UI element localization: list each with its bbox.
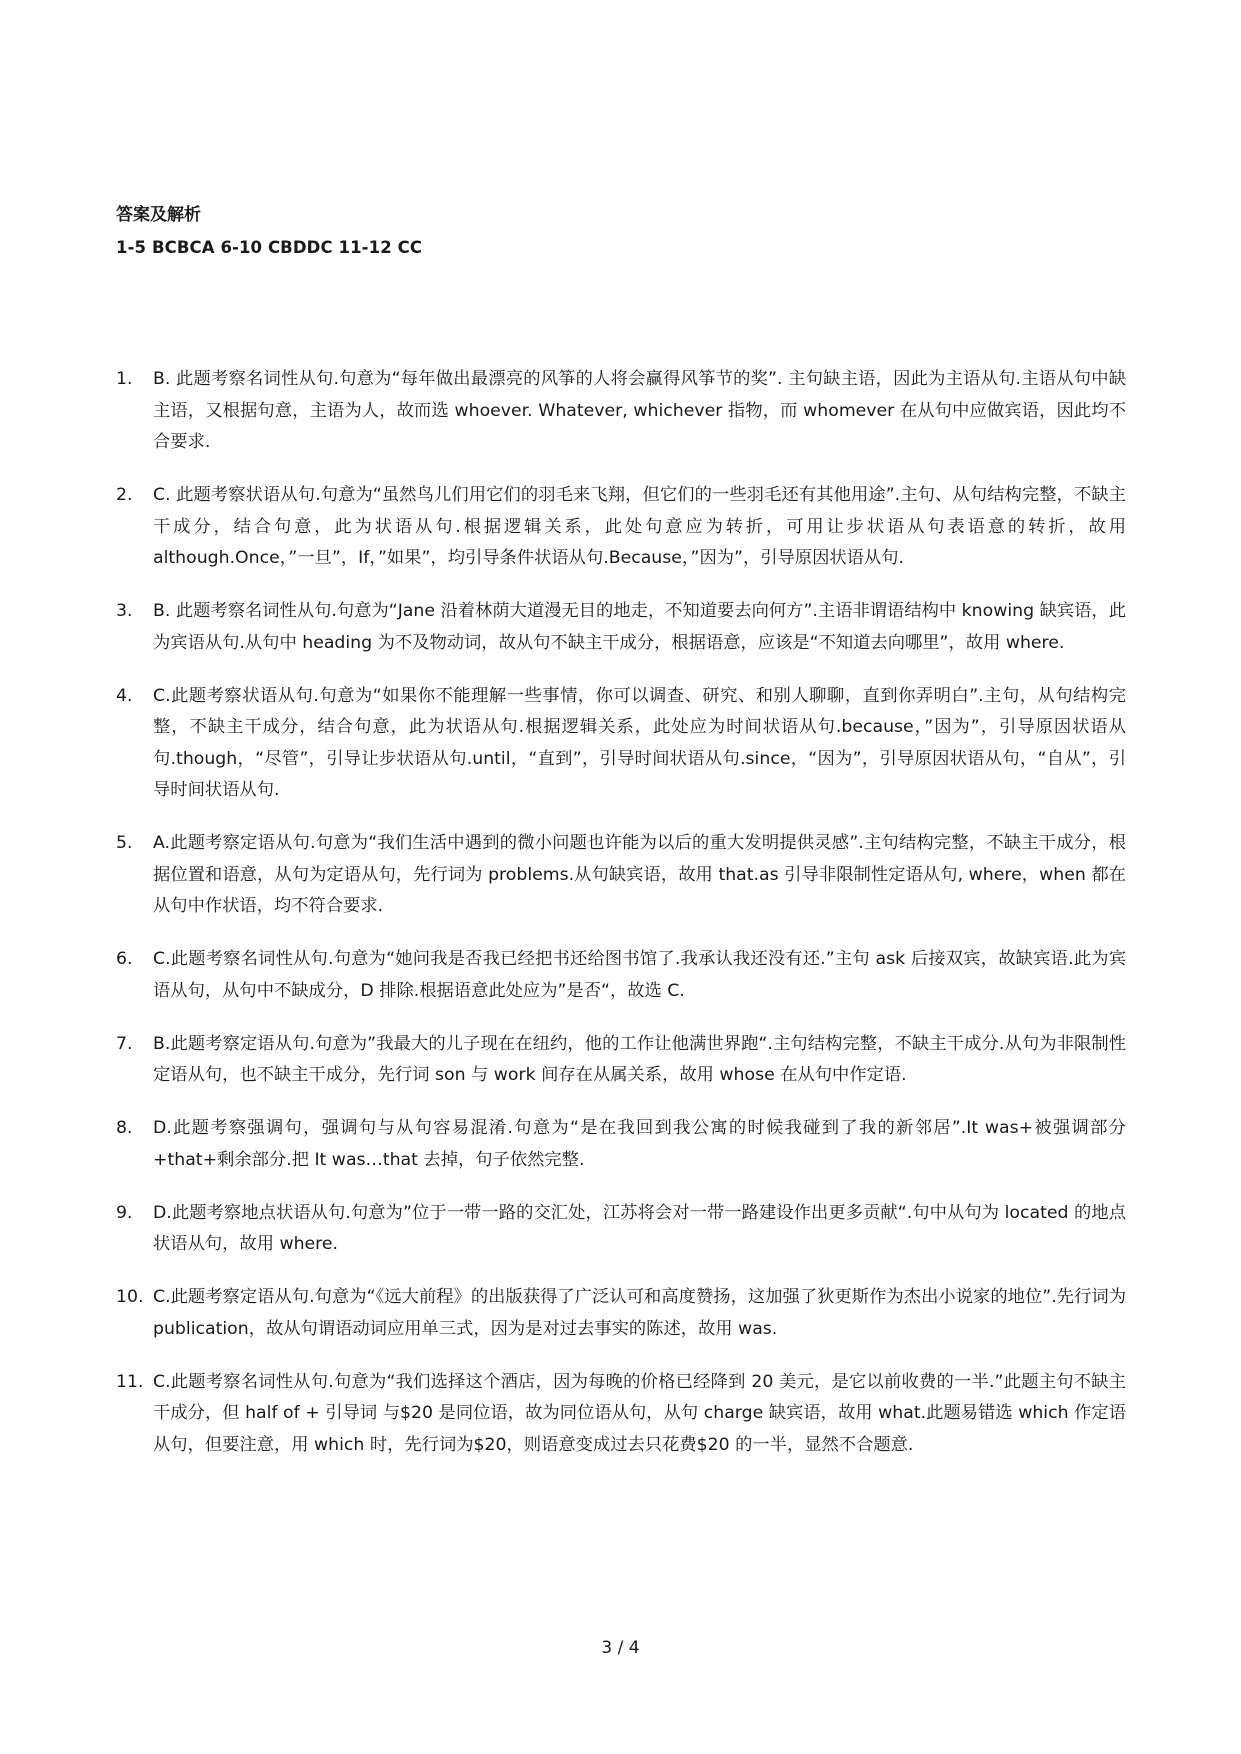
explanation-item bbox=[116, 1113, 1126, 1176]
explanation-number: 9. bbox=[116, 1202, 133, 1223]
explanation-item bbox=[116, 681, 1126, 807]
explanation-item bbox=[116, 364, 1126, 459]
explanation-text: B. 此题考察名词性从句.句意为“每年做出最漂亮的风筝的人将会赢得风筝节的奖”. 主句缺主语，因此为主语从句.主语从句中缺主语，又根据句意，主语为人，故而选 whoever. Whatever, whichever 指物，而 whomever 在从句中应做宾语，因此均不合要求. bbox=[153, 369, 1126, 452]
explanation-number: 7. bbox=[116, 1033, 133, 1054]
explanation-number: 2. bbox=[116, 485, 133, 505]
answer-key-summary: 1-5 BCBCA 6-10 CBDDC 11-12 CC bbox=[116, 238, 423, 257]
explanation-text: D.此题考察强调句，强调句与从句容易混淆.句意为“是在我回到我公寓的时候我碰到了我的新邻居”.It was+被强调部分+that+剩余部分.把 It was…that 去掉，句子依然完整. bbox=[153, 1118, 1126, 1170]
explanation-number: 6. bbox=[116, 949, 133, 969]
explanation-item bbox=[116, 944, 1126, 1007]
explanation-text: A.此题考察定语从句.句意为“我们生活中遇到的微小问题也许能为以后的重大发明提供灵感”.主句结构完整，不缺主干成分，根据位置和语意，从句为定语从句，先行词为 problems.从句缺宾语，故用 that.as 引导非限制性定语从句, where，when 都在从句中作状语，均不符合要求. bbox=[153, 833, 1126, 916]
explanation-number: 11. bbox=[116, 1371, 144, 1392]
explanation-number: 5. bbox=[116, 833, 133, 853]
explanation-text: C. 此题考察状语从句.句意为“虽然鸟儿们用它们的羽毛来飞翔，但它们的一些羽毛还有其他用途”.主句、从句结构完整，不缺主干成分，结合句意，此为状语从句.根据逻辑关系，此处句意应为转折，可用让步状语从句表语意的转折，故用 although.Once，”一旦”，If，”如果”，均引导条件状语从句.Because，”因为”，引导原因状语从句. bbox=[153, 485, 1126, 568]
explanation-text: C.此题考察名词性从句.句意为“她问我是否我已经把书还给图书馆了.我承认我还没有还.”主句 ask 后接双宾，故缺宾语.此为宾语从句，从句中不缺成分，D 排除.根据语意此处应为”是否“，故选 C. bbox=[153, 949, 1126, 1001]
explanation-item bbox=[116, 480, 1126, 575]
explanation-number: 1. bbox=[116, 369, 133, 389]
explanation-number: 3. bbox=[116, 601, 133, 621]
explanation-item bbox=[116, 1367, 1126, 1462]
explanation-item bbox=[116, 1029, 1126, 1092]
explanation-text: C.此题考察名词性从句.句意为“我们选择这个酒店，因为每晚的价格已经降到 20 美元，是它以前收费的一半.”此题主句不缺主干成分，但 half of + 引导词 与$20 是同位语，故为同位语从句，从句 charge 缺宾语，故用 what.此题易错选 which 作定语从句，但要注意，用 which 时，先行词为$20，则语意变成过去只花费$20 的一半，显然不合题意. bbox=[153, 1371, 1126, 1455]
explanation-number: 10. bbox=[116, 1287, 144, 1307]
explanation-number: 8. bbox=[116, 1118, 133, 1138]
explanation-item bbox=[116, 828, 1126, 923]
explanation-text: C.此题考察状语从句.句意为“如果你不能理解一些事情，你可以调查、研究、和别人聊聊，直到你弄明白”.主句，从句结构完整，不缺主干成分，结合句意，此为状语从句.根据逻辑关系，此处应为时间状语从句.because，”因为”，引导原因状语从句.though，“尽管”，引导让步状语从句.until，“直到”，引导时间状语从句.since，“因为”，引导原因状语从句，“自从”，引导时间状语从句. bbox=[153, 685, 1126, 800]
explanation-number: 4. bbox=[116, 685, 133, 706]
explanation-item bbox=[116, 1282, 1126, 1345]
explanation-text: B. 此题考察名词性从句.句意为“Jane 沿着林荫大道漫无目的地走，不知道要去向何方”.主语非谓语结构中 knowing 缺宾语，此为宾语从句.从句中 heading 为不及物动词，故从句不缺主干成分，根据语意，应该是“不知道去向哪里”，故用 where. bbox=[153, 601, 1126, 653]
explanation-text: B.此题考察定语从句.句意为”我最大的儿子现在在纽约，他的工作让他满世界跑“.主句结构完整，不缺主干成分.从句为非限制性定语从句，也不缺主干成分，先行词 son 与 work 间存在从属关系，故用 whose 在从句中作定语. bbox=[153, 1033, 1126, 1085]
page-number: 3 / 4 bbox=[601, 1638, 640, 1658]
explanation-item bbox=[116, 596, 1126, 659]
explanation-list bbox=[116, 364, 1126, 1483]
answer-heading: 答案及解析 bbox=[116, 205, 201, 225]
explanation-item bbox=[116, 1198, 1126, 1261]
explanation-text: C.此题考察定语从句.句意为“《远大前程》的出版获得了广泛认可和高度赞扬，这加强了狄更斯作为杰出小说家的地位”.先行词为 publication，故从句谓语动词应用单三式，因为是对过去事实的陈述，故用 was. bbox=[153, 1287, 1126, 1339]
explanation-text: D.此题考察地点状语从句.句意为”位于一带一路的交汇处，江苏将会对一带一路建设作出更多贡献“.句中从句为 located 的地点状语从句，故用 where. bbox=[153, 1202, 1126, 1254]
